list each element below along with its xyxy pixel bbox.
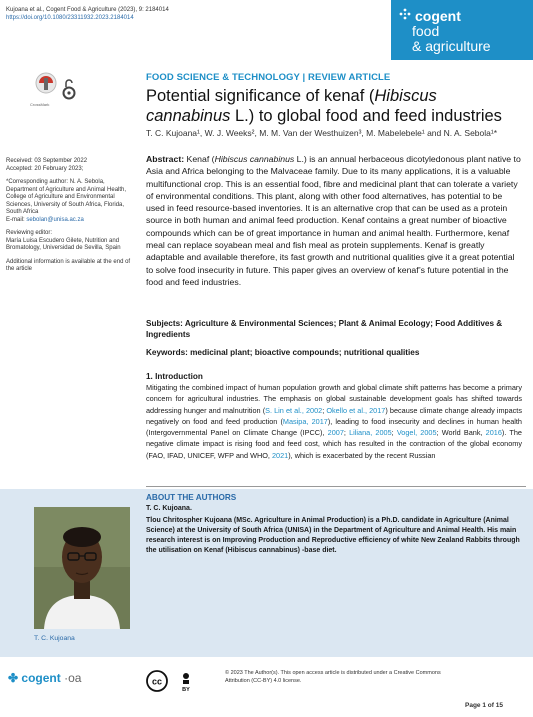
corresponding-email-link[interactable]: sebolan@unisa.ac.za	[26, 216, 84, 223]
title-part-3: L.) to global food and feed industries	[230, 107, 502, 125]
citation-link[interactable]: S. Lin et al., 2002	[265, 405, 323, 415]
title-part-1: Potential significance of kenaf (	[146, 87, 375, 105]
introduction-heading: 1. Introduction	[146, 372, 203, 381]
article-section-label: FOOD SCIENCE & TECHNOLOGY | REVIEW ARTICLE	[146, 72, 391, 83]
crossmark-label: CrossMark	[30, 102, 50, 107]
footer-publisher-logo[interactable]	[8, 671, 81, 685]
intro-text: ;	[391, 428, 397, 438]
cc-icon-label: cc	[151, 676, 163, 687]
citation-link[interactable]: Masipa, 2017	[282, 416, 328, 426]
article-title	[146, 86, 516, 126]
author-photo-caption: T. C. Kujoana	[34, 635, 75, 642]
open-access-icon	[62, 78, 76, 100]
abstract-text-b: L.) is an annual herbaceous dicotyledonous plant native to Asia and Africa belonging to the Malvaceae family. Due to its many applications, it is a valuable multifunctional crop. This is an essential food, fibre and medicinal plant that can tolerate a variety of environmental conditions. This plant, along with other food alternatives, has potential to be used in feed resource-based inventories. It is an alternative crop that can be used as a protein source in both human and animal feed production. Kenaf contains a great number of bioactive compounds which can be of great importance in human and animal health. Furthermore, kenaf meal can replace soyabean meal and fish meal as protein supplements. Kenaf is greatly adaptable and available therefore, its fast growth and nutritional qualities give it a great potential to solve food insecurity in future. This paper gives an overview of kenaf’s future potential in the food and feed industries.	[146, 154, 521, 287]
logo-word-food: food	[412, 23, 440, 39]
author-photo	[34, 507, 130, 629]
citation-link[interactable]: 2021	[271, 450, 289, 460]
subjects: Subjects: Agriculture & Environmental Sciences; Plant & Animal Ecology; Food Additives & Ingredients	[146, 319, 503, 339]
journal-logo[interactable]	[391, 0, 533, 60]
citation-text: Kujoana et al., Cogent Food & Agriculture (2023), 9: 2184014	[6, 7, 169, 13]
citation-link[interactable]: Liliana, 2005	[349, 428, 392, 438]
footer-brand-text: cogent	[21, 671, 61, 685]
footer-brand-oa-text: oa	[68, 671, 82, 685]
title-species: Hibiscus cannabinus	[146, 87, 437, 125]
citation-link[interactable]: 2016	[485, 428, 502, 438]
keywords: Keywords: medicinal plant; bioactive compounds; nutritional qualities	[146, 348, 420, 357]
intro-text: ), which is exacerbated by the recent Russian	[288, 450, 436, 460]
intro-text: ). The negative climate impact is rising food and feed cost, which has resulted in the contraction of the global economy (FAO, IFAD, UNICEF, WFP and WHO,	[146, 428, 522, 460]
intro-text: ) because climate change already impacts negatively on food and feed production (	[146, 405, 522, 426]
creative-commons-icon[interactable]	[146, 670, 168, 692]
email-label: E-mail:	[6, 216, 27, 223]
intro-text: Mitigating the combined impact of human population growth and global climate shift patterns has become a primary concern for agricultural industries. The emphasis on global sustainable development goals has shifted towards addressing hunger and malnutrition (	[146, 383, 522, 415]
corresponding-author: *Corresponding author: N. A. Sebola, Department of Agriculture and Animal Health, College of Agriculture and Environmental Sciences, University of South Africa, Florida, South Africa	[6, 179, 127, 215]
footer-brand-mark-icon: ✤	[8, 671, 22, 685]
intro-text: ;	[343, 428, 350, 438]
abstract-text-a: Kenaf (	[184, 154, 215, 164]
logo-word-cogent: cogent	[415, 8, 461, 24]
author-list: T. C. Kujoana¹, W. J. Weeks², M. M. Van der Westhuizen³, M. Mabelebele¹ and N. A. Sebola¹*	[146, 128, 498, 138]
by-icon-label: BY	[182, 687, 190, 692]
reviewing-editor-label: Reviewing editor:	[6, 230, 53, 236]
abstract-species: Hibiscus cannabinus	[214, 154, 295, 164]
article-metadata-sidebar	[6, 158, 136, 280]
abstract-label: Abstract:	[146, 154, 185, 164]
additional-info-note: Additional information is available at the end of the article	[6, 258, 131, 272]
logo-word-agriculture: & agriculture	[412, 38, 491, 54]
copyright-notice: © 2023 The Author(s). This open access article is distributed under a Creative Commons Attribution (CC-BY) 4.0 license.	[225, 670, 441, 684]
intro-text: ), leading to food insecurity and declines in human health (Intergovernmental Panel on Climate Change (IPCC),	[146, 416, 522, 438]
received-date: Received: 03 September 2022	[6, 158, 88, 164]
intro-text: ;	[322, 405, 327, 415]
reviewing-editor: María Luisa Escudero Gilete, Nutrition and Bromatology, Universidad de Sevilla, Spain	[6, 237, 121, 251]
about-author-bio: Tlou Chritospher Kujoana (MSc. Agriculture in Animal Production) is a Ph.D. candidate in Agriculture (Animal Science) at the University of South Africa (UNISA) in the Department of Agriculture and Animal Health. His main research interest is on Improving Production and Reproductive efficiency of white New Zealand Rabbits through the utilisation on Kenaf (Hibiscus cannabinus) -base diet.	[146, 517, 520, 554]
doi-link[interactable]: https://doi.org/10.1080/23311932.2023.2184014	[6, 15, 134, 21]
about-author-name: T. C. Kujoana.	[146, 505, 192, 512]
intro-text: ; World Bank,	[436, 428, 486, 438]
introduction-text	[146, 382, 522, 461]
accepted-date: Accepted: 20 February 2023;	[6, 165, 84, 172]
abstract	[146, 153, 522, 288]
attribution-by-icon[interactable]	[175, 670, 197, 692]
header-citation	[6, 6, 206, 22]
author-portrait-icon	[34, 507, 130, 629]
page-number: Page 1 of 15	[465, 702, 503, 709]
citation-link[interactable]: Okello et al., 2017	[326, 405, 386, 415]
citation-link[interactable]: Vogel, 2005	[396, 428, 437, 438]
logo-mark-icon	[399, 8, 411, 20]
citation-link[interactable]: 2007	[327, 428, 344, 438]
about-authors-heading: ABOUT THE AUTHORS	[146, 493, 237, 502]
footer-brand-oa: ·oa	[60, 671, 82, 685]
crossmark-icon[interactable]	[35, 72, 57, 100]
section-divider	[146, 486, 526, 487]
